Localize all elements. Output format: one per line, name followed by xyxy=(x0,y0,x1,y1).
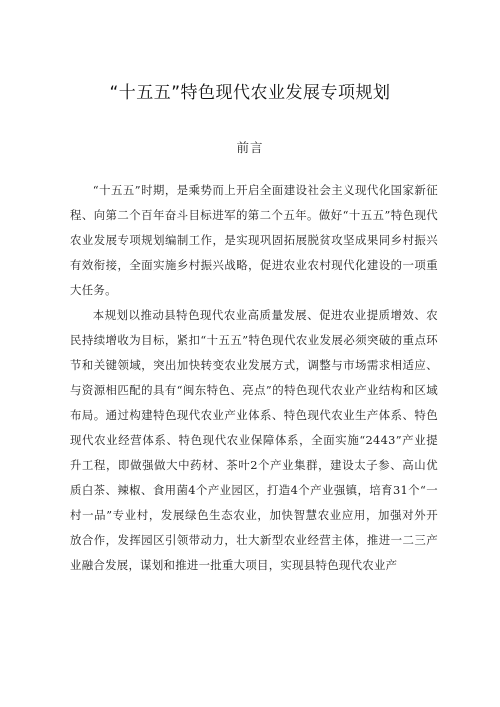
document-body xyxy=(70,178,438,578)
paragraph-2: 本规划以推动县特色现代农业高质量发展、促进农业提质增效、农民持续增收为目标，紧扣“十五五”特色现代农业发展必须突破的重点环节和关键领域，突出加快转变农业发展方式，调整与市场需求相适应、与资源相匹配的具有“闽东特色、亮点”的特色现代农业产业结构和区域布局。通过构建特色现代农业产业体系、特色现代农业生产体系、特色现代农业经营体系、特色现代农业保障体系，全面实施“2443”产业提升工程，即做强做大中药材、茶叶2个产业集群，建设太子参、高山优质白茶、辣椒、食用菌4个产业园区，打造4个产业强镇，培育31个“一村一品”专业村，发展绿色生态农业，加快智慧农业应用，加强对外开放合作，发挥园区引领带动力，壮大新型农业经营主体，推进一二三产业融合发展，谋划和推进一批重大项目，实现县特色现代农业产 xyxy=(70,308,438,572)
document-title: “十五五”特色现代农业发展专项规划 xyxy=(109,83,391,103)
paragraph-1: “十五五”时期，是乘势而上开启全面建设社会主义现代化国家新征程、向第二个百年奋斗目标进军的第二个五年。做好“十五五”特色现代农业发展专项规划编制工作，是实现巩固拓展脱贫攻坚成果同乡村振兴有效衔接，全面实施乡村振兴战略，促进农业农村现代化建设的一项重大任务。 xyxy=(70,183,438,297)
section-heading: 前言 xyxy=(236,140,264,155)
